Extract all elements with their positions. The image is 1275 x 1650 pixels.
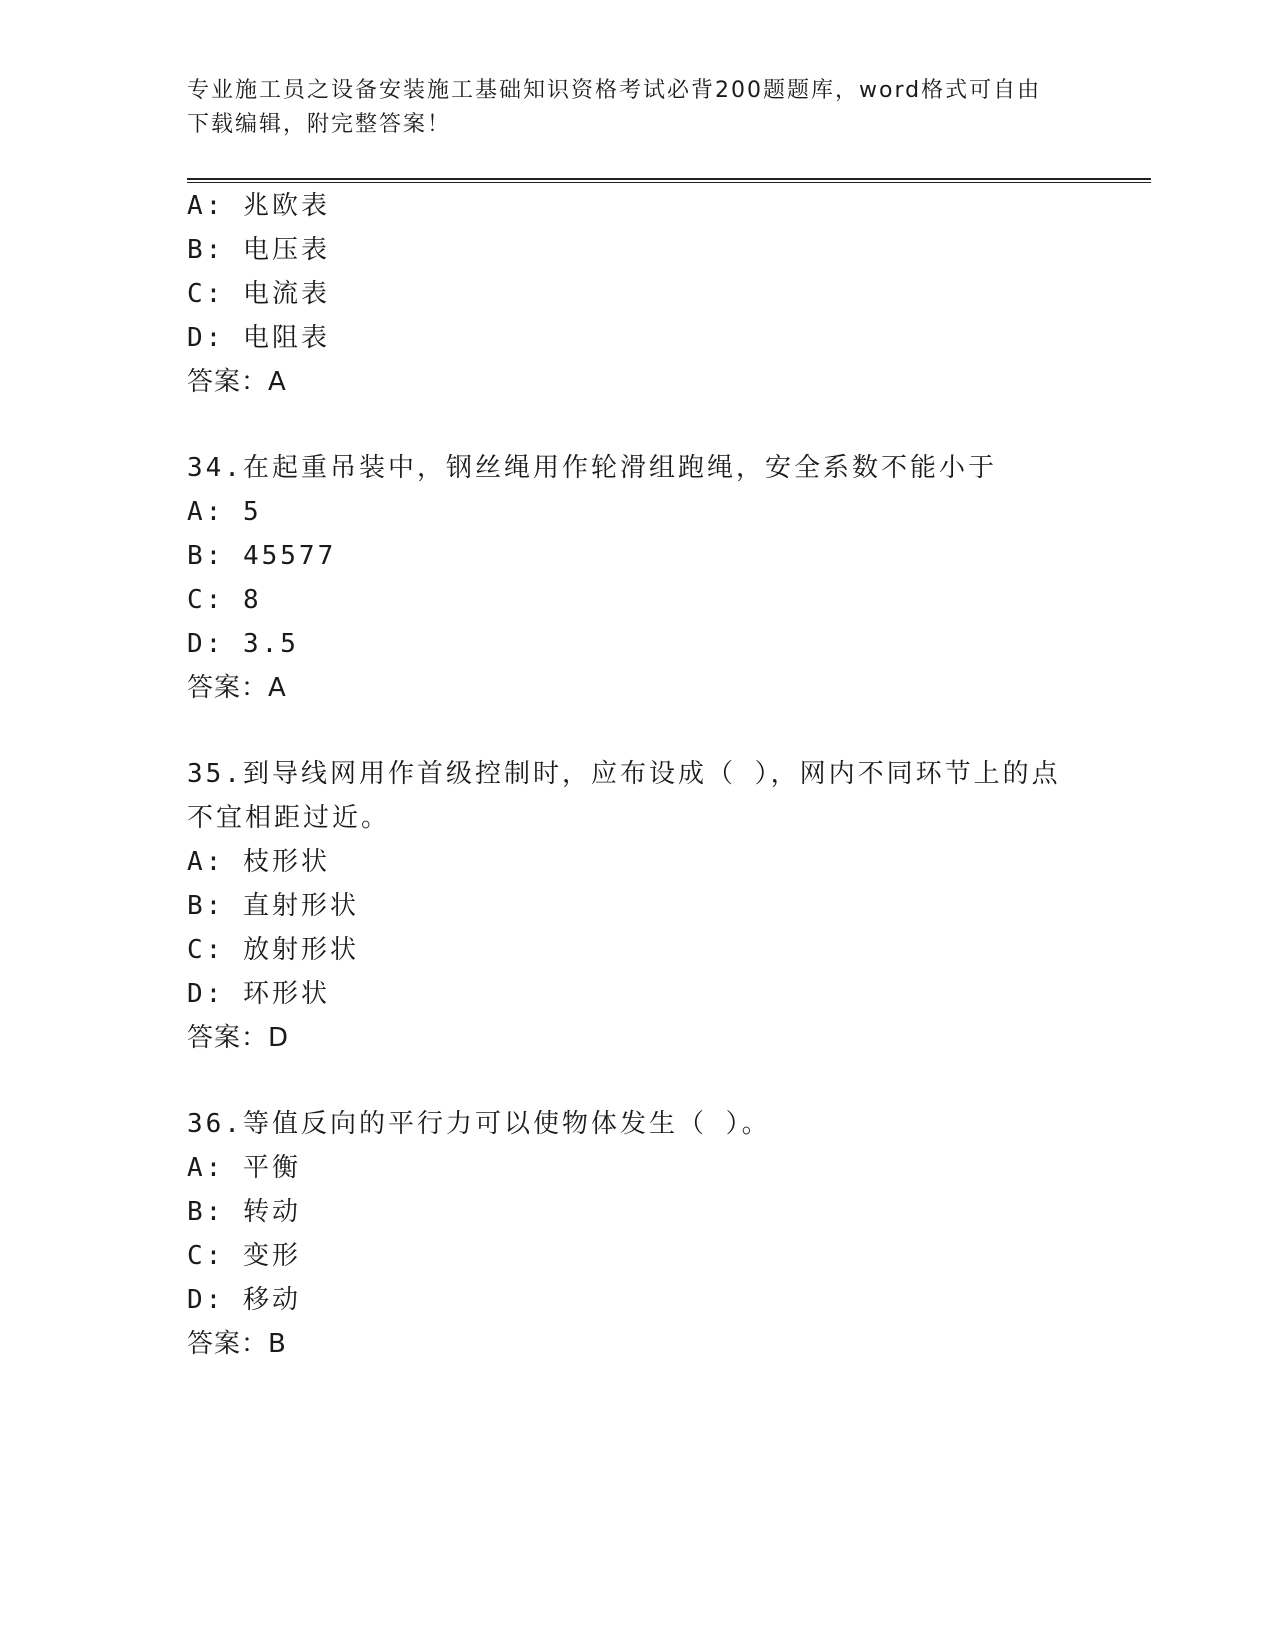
q34-option-d: D: 3.5 [187,629,299,659]
q33-option-c: C: 电流表 [187,279,330,309]
header-line-2: 下载编辑，附完整答案！ [187,112,452,137]
document-header [187,74,1067,142]
q35-stem-line-2: 不宜相距过近。 [187,803,391,833]
q35-option-c: C: 放射形状 [187,935,359,965]
header-rule-thin [187,182,1151,183]
q36-option-b: B: 转动 [187,1197,301,1227]
q33-option-b: B: 电压表 [187,235,330,265]
q35-option-a: A: 枝形状 [187,847,330,877]
q36-option-c: C: 变形 [187,1241,301,1271]
q34-option-a: A: 5 [187,497,262,527]
q34-option-b: B: 45577 [187,541,337,571]
q34-stem: 34.在起重吊装中，钢丝绳用作轮滑组跑绳，安全系数不能小于 [187,453,997,483]
q35-stem-line-1: 35.到导线网用作首级控制时，应布设成（ ），网内不同环节上的点 [187,759,1061,789]
q34-option-c: C: 8 [187,585,262,615]
q35-option-d: D: 环形状 [187,979,330,1009]
header-rule-thick [187,178,1151,180]
q33-option-d: D: 电阻表 [187,323,330,353]
q35-answer: 答案：D [187,1023,290,1053]
q36-option-d: D: 移动 [187,1285,301,1315]
q36-answer: 答案：B [187,1329,287,1359]
header-line-1: 专业施工员之设备安装施工基础知识资格考试必背200题题库，word格式可自由 [187,78,1042,103]
q35-option-b: B: 直射形状 [187,891,359,921]
q34-answer: 答案：A [187,673,287,703]
q33-answer: 答案：A [187,367,287,397]
q36-stem: 36.等值反向的平行力可以使物体发生（ ）。 [187,1109,771,1139]
q33-option-a: A: 兆欧表 [187,191,330,221]
q36-option-a: A: 平衡 [187,1153,301,1183]
